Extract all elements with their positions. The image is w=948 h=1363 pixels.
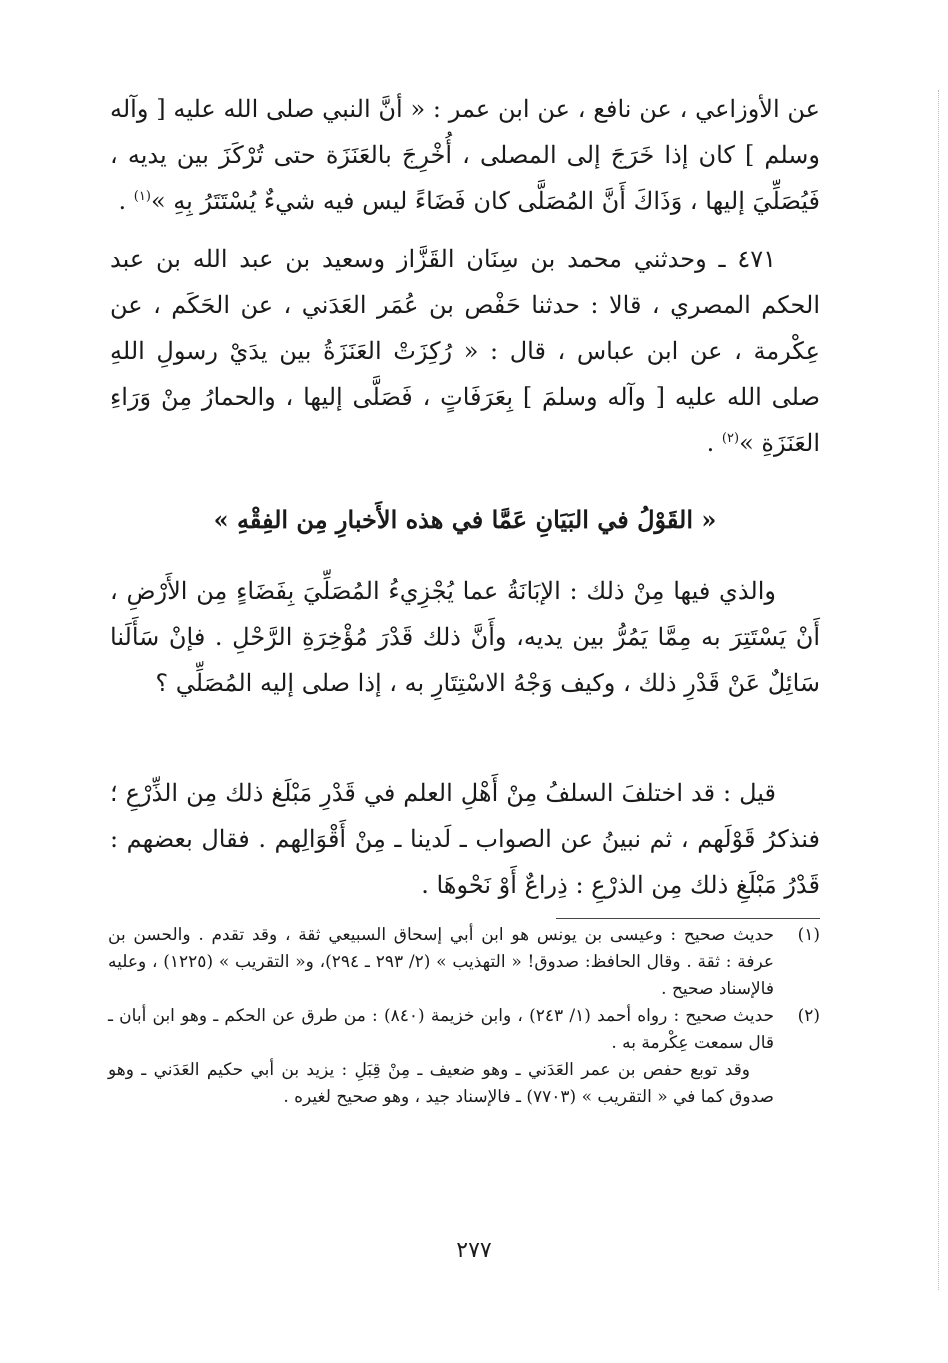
paragraph-fiqh-explanation: والذي فيها مِنْ ذلك : الإبَانَةُ عما يُجْزِيءُ المُصَلِّيَ بِفَضَاءٍ مِن الأَرْضِ ، أَنْ يَسْتَتِرَ به مِمَّا يَمُرُّ بين يديه، وأَنَّ ذلك قَدْرَ مُؤْخِرَةِ الرَّحْلِ . فإنْ سَأَلَنا سَائِلٌ عَنْ قَدْرِ ذلك ، وكيف وَجْهُ الاسْتِتَارِ به ، إذا صلى إليه المُصَلِّي ؟ [110,577,820,697]
footnote-ref-2[interactable]: (٢) [721,431,740,446]
footnote-divider [556,918,820,919]
footnotes-section [108,922,820,1111]
paragraph-hadith-continuation [110,86,820,224]
scan-edge [938,90,939,1290]
footnote-1 [108,922,820,1003]
paragraph-text: ٤٧١ ـ وحدثني محمد بن سِنَان القَزَّاز وسعيد بن عبد الله بن عبد الحكم المصري ، قالا : حدثنا حَفْص بن عُمَر العَدَني ، عن الحَكَم ، عن عِكْرمة ، عن ابن عباس ، قال : « رُكِزَتْ العَنَزَةُ بين يدَيْ رسولِ اللهِ صلى الله عليه [ وآله وسلمَ ] بِعَرَفَاتٍ ، فَصَلَّى إليها ، والحمارُ مِنْ وَرَاءِ العَنَزَةِ » [110,245,820,457]
footnote-text: حديث صحيح : رواه أحمد (١/ ٢٤٣) ، وابن خزيمة (٨٤٠) : من طرق عن الحكم ـ وهو ابن أبان ـ قال سمعت عِكْرمة به . [108,1006,774,1053]
paragraph-hadith-471 [110,236,820,466]
footnote-number: (١) [797,925,820,945]
paragraph-tail: . [706,429,722,457]
paragraph-tail: . [118,187,134,215]
section-heading: « القَوْلُ في البَيَانِ عَمَّا في هذه الأَخبارِ مِن الفِقْهِ » [213,505,717,534]
footnote-text: حديث صحيح : وعيسى بن يونس هو ابن أبي إسحاق السبيعي ثقة ، وقد تقدم . والحسن بن عرفة : ثقة . وقال الحافظ: صدوق! « التهذيب » (٢/ ٢٩٣ ـ ٢٩٤)، و« التقريب » (١٢٢٥) ، وعليه فالإسناد صحيح . [108,925,774,999]
page-number: ٢٧٧ [456,1238,492,1263]
footnote-ref-1[interactable]: (١) [133,189,151,204]
paragraph-scholars-opinion: قيل : قد اختلفَ السلفُ مِنْ أَهْلِ العلم في قَدْرِ مَبْلَغ ذلك مِن الذِّرْعِ ؛ فنذكرُ قَوْلَهم ، ثم نبينُ عن الصواب ـ لَدينا ـ مِنْ أَقْوَالِهم . فقال بعضهم : قَدْرُ مَبْلَغِ ذلك مِن الذرْعِ : ذِراعٌ أَوْ نَحْوهَا . [110,779,820,899]
footnote-2-continuation: وقد توبع حفص بن عمر العَدَني ـ وهو ضعيف ـ مِنْ قِبَلِ : يزيد بن أبي حكيم العَدَني ـ وهو صدوق كما في « التقريب » (٧٧٠٣) ـ فالإسناد جيد ، وهو صحيح لغيره . [108,1060,774,1107]
footnote-number: (٢) [797,1006,820,1026]
paragraph-text: عن الأوزاعي ، عن نافع ، عن ابن عمر : « أنَّ النبي صلى الله عليه [ وآله وسلم ] كان إذا خَرَجَ إلى المصلى ، أُخْرِجَ بالعَنَزَة حتى تُرْكَزَ بين يديه ، فَيُصَلِّيَ إليها ، وَذَاكَ أَنَّ المُصَلَّى كان فَضَاءً ليس فيه شيءٌ يُسْتَتَرُ بِهِ » [110,95,820,215]
footnote-2 [108,1003,820,1057]
